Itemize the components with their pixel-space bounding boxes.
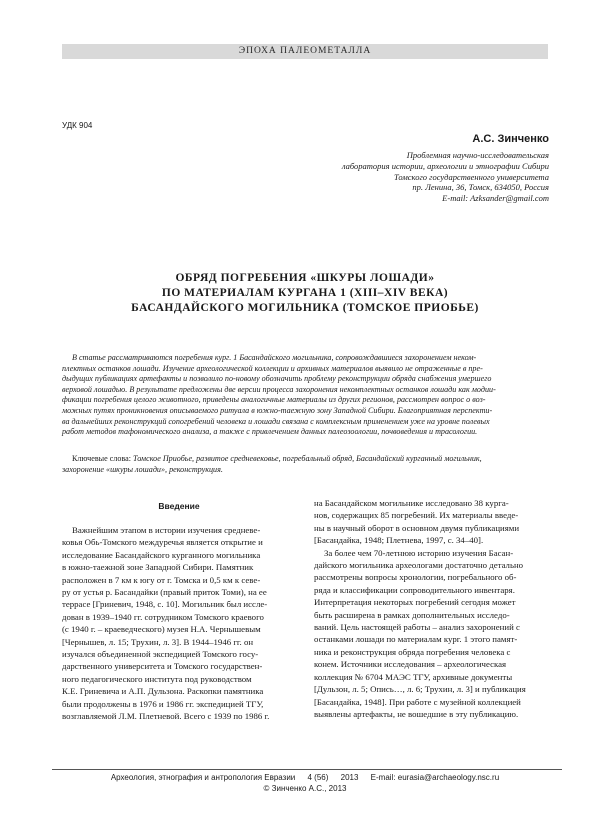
- body-line: расположен в 7 км к югу от г. Томска и 0,5 км к севе-: [62, 574, 261, 585]
- title-line: ОБРЯД ПОГРЕБЕНИЯ «ШКУРЫ ЛОШАДИ»: [175, 272, 435, 284]
- author-email: E-mail: Azksander@gmail.com: [442, 193, 549, 204]
- body-line: ваний. Цель настоящей работы – анализ захоронений с: [314, 622, 520, 633]
- body-line: Интерпретация некоторых погребений сегодня может: [314, 597, 516, 608]
- author-affiliation: [249, 150, 549, 204]
- body-line: изучался объединенной экспедицией Томского госу-: [62, 649, 259, 660]
- body-line: выявлены артефакты, не вошедшие в эту публикацию.: [314, 708, 519, 719]
- body-line: [Чернышев, л. 15; Трухин, л. 3]. В 1944–1946 гг. он: [62, 636, 254, 647]
- keywords-text-cont: захоронение «шкуры лошади», реконструкция.: [62, 464, 223, 474]
- footer-email: E-mail: eurasia@archaeology.nsc.ru: [370, 773, 500, 782]
- footer-year: 2013: [340, 773, 359, 782]
- body-line: За более чем 70-летнюю историю изучения Басан-: [324, 547, 514, 558]
- footer-divider: [52, 769, 562, 770]
- title-line: БАСАНДАЙСКОГО МОГИЛЬНИКА (ТОМСКОЕ ПРИОБЬЕ): [131, 302, 479, 314]
- abstract-line: плектных останков лошади. Изучение археологической коллекции и архивных материалов выявило не отраженные в пре-: [62, 363, 483, 373]
- body-line: [Дульзон, л. 5; Опись…, л. 6; Трухин, л. 3] и публикация: [314, 684, 526, 695]
- section-header: ЭПОХА ПАЛЕОМЕТАЛЛА: [62, 44, 548, 59]
- section-title: Введение: [158, 501, 200, 511]
- abstract-line: верховой лошадью. В результате предложены две версии процесса захоронения некомплектных останков лошади как модии-: [62, 384, 496, 394]
- abstract-line: можных путях проникновения описываемого ритуала в южно-таежную зону Западной Сибири. Благоприятная перспекти-: [62, 405, 493, 415]
- body-line: рассмотрены вопросы хронологии, погребального об-: [314, 572, 517, 583]
- abstract: [62, 353, 548, 438]
- body-line: возглавляемой Л.М. Плетневой. Всего с 1939 по 1986 г.: [62, 711, 270, 722]
- body-column-right: [314, 497, 550, 720]
- body-column-left: [62, 524, 298, 723]
- body-line: дован в 1939–1940 гг. сотрудником Томского краевого: [62, 611, 264, 622]
- affiliation-line: Томского государственного университета: [394, 171, 549, 182]
- body-line: [Басандайка, 1948]. При работе с музейной коллекцией: [314, 696, 521, 707]
- body-line: на Басандайском могильнике исследовано 38 курга-: [314, 498, 509, 508]
- article-title: [62, 271, 548, 316]
- body-line: ряда и классификации сопроводительного инвентаря.: [314, 584, 515, 595]
- affiliation-line: пр. Ленина, 36, Томск, 634050, Россия: [412, 182, 549, 193]
- keywords-label: Ключевые слова:: [72, 454, 131, 463]
- body-line: ны в научный оборот в основном двумя публикациями: [314, 522, 520, 533]
- abstract-line: фикации погребения целого животного, приведены аналогичные материалы из других регионов, рассмотрен вопрос о воз-: [62, 395, 486, 405]
- body-line: конем. Источники исследования – археологическая: [314, 659, 507, 670]
- body-line: были продолжены в 1976 и 1986 гг. экспедицией ТГУ,: [62, 698, 264, 709]
- body-line: в южно-таежной зоне Западной Сибири. Памятник: [62, 562, 254, 573]
- body-line: дайского могильника археологами достаточно детально: [314, 560, 524, 571]
- body-line: нов, содержащих 85 погребений. Их материалы введе-: [314, 510, 519, 521]
- body-line: дарственного университета и Томского государствен-: [62, 661, 263, 672]
- footer-journal: Археология, этнография и антропология Евразии: [110, 773, 296, 782]
- affiliation-line: Проблемная научно-исследовательская: [406, 150, 549, 160]
- body-line: ковья Обь-Томского междуречья является открытие и: [62, 537, 263, 548]
- footer-copyright: © Зинченко А.С., 2013: [263, 784, 347, 793]
- body-line: (с 1940 г. – краеведческого) музея Н.А. Чернышевым: [62, 624, 261, 635]
- body-line: террасе [Гриневич, 1948, с. 10]. Могильник был иссле-: [62, 599, 268, 610]
- abstract-line: работ методов тафономического анализа, а также с привлечением данных палеозоологии, почвоведения и трасологии.: [62, 427, 478, 437]
- body-line: Важнейшим этапом в истории изучения средневе-: [72, 525, 261, 535]
- footer-issue: 4 (56): [307, 773, 329, 782]
- affiliation-line: лаборатория истории, археологии и этнографии Сибири: [341, 160, 549, 171]
- body-line: ника и реконструкция обряда погребения человека с: [314, 646, 511, 657]
- body-line: К.Е. Гриневича и А.П. Дульзона. Раскопки памятника: [62, 686, 264, 697]
- abstract-line: дыдущих публикациях артефакты и позволило по-новому обозначить проблему реконструкции обряда снабжения умершего: [62, 374, 492, 384]
- author-name: А.С. Зинченко: [472, 133, 549, 145]
- footer-journal-line: [62, 773, 548, 782]
- body-line: ного педагогического института под руководством: [62, 673, 252, 684]
- keywords: [62, 454, 548, 475]
- keywords-text: Томское Приобье, развитое средневековье, погребальный обряд, Басандайский курганный могильник,: [132, 454, 482, 463]
- title-line: ПО МАТЕРИАЛАМ КУРГАНА 1 (XIII–XIV ВЕКА): [161, 287, 449, 299]
- body-line: коллекция № 6704 МАЭС ТГУ, архивные документы: [314, 671, 513, 682]
- abstract-line: В статье рассматриваются погребения кург. 1 Басандайского могильника, сопровождавшиеся захоронением неком-: [72, 353, 477, 362]
- body-line: ру от устья р. Басандайки (правый приток Томи), на ее: [62, 587, 267, 598]
- body-line: останками лошади по материалам кург. 1 этого памят-: [314, 634, 518, 645]
- abstract-line: ва дальнейших реконструкций сопогребений человека и лошади связана с комплексным применением уже на уровне полевых: [62, 416, 490, 426]
- body-line: быть расширена в рамках дополнительных исследо-: [314, 609, 510, 620]
- body-line: [Басандайка, 1948; Плетнева, 1997, с. 34–40].: [314, 535, 484, 546]
- body-line: исследование Басандайского курганного могильника: [62, 549, 261, 560]
- udk-code: УДК 904: [62, 121, 93, 130]
